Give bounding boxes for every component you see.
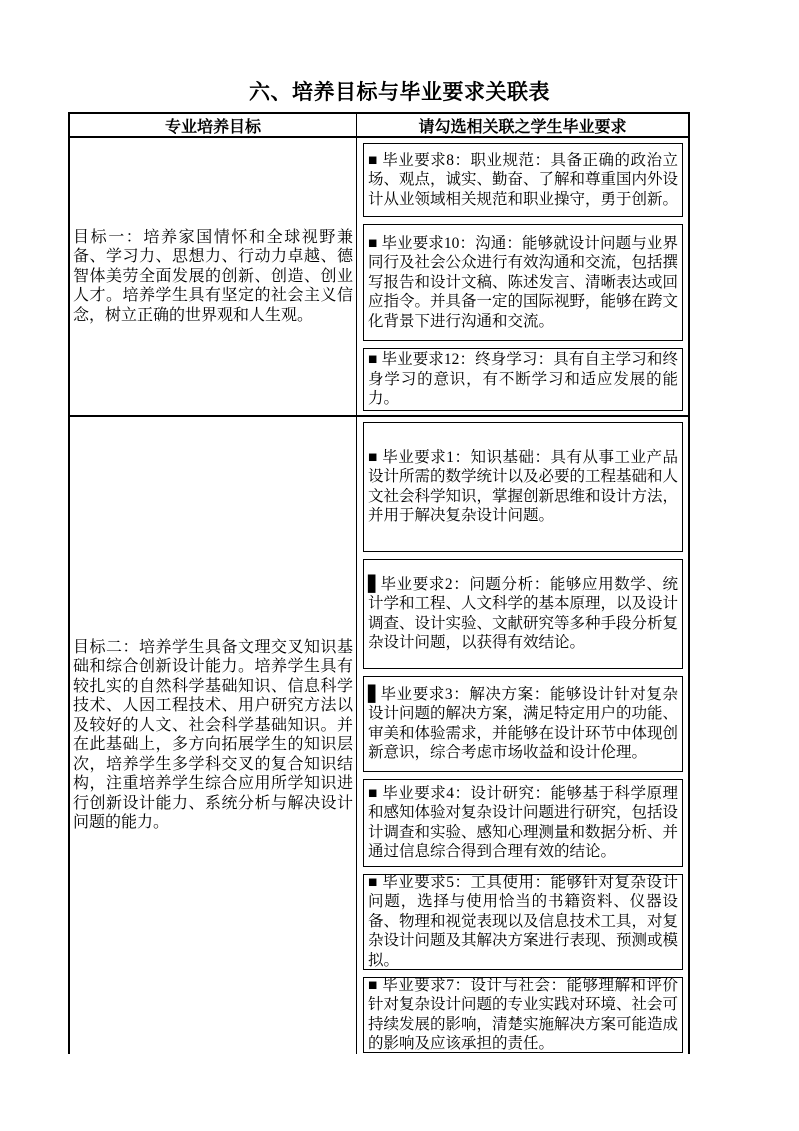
requirement-box-7 — [363, 977, 683, 1053]
table-row-objective-1 — [70, 138, 688, 417]
requirement-8 — [368, 151, 678, 210]
requirement-box-12 — [363, 348, 683, 411]
requirement-5 — [368, 873, 678, 971]
column-header-requirements: 请勾选相关联之学生毕业要求 — [418, 118, 627, 136]
checkbox-filled-icon: ■ — [368, 448, 383, 466]
checkbox-filled-icon: ■ — [368, 234, 382, 252]
requirement-8-text: 毕业要求8：职业规范：具备正确的政治立场、观点，诚实、勤奋、了解和尊重国内外设计从业领域相关规范和职业操守，勇于创新。 — [368, 151, 679, 208]
requirement-1-text: 毕业要求1：知识基础：具有从事工业产品设计所需的数学统计以及必要的工程基础和人文社会科学知识，掌握创新思维和设计方法，并用于解决复杂设计问题。 — [368, 448, 679, 524]
requirement-box-10 — [363, 224, 683, 341]
requirement-7 — [368, 976, 678, 1054]
requirement-4 — [368, 784, 678, 862]
page-title: 六、培养目标与毕业要求关联表 — [249, 80, 550, 104]
column-header-objectives: 专业培养目标 — [70, 114, 357, 136]
objective-2-text: 目标二：培养学生具备文理交叉知识基础和综合创新设计能力。培养学生具有较扎实的自然科学基础知识、信息科学技术、人因工程技术、用户研究方法以及较好的人文、社会科学基础知识。并在此基础上，多方向拓展学生的知识层次，培养学生多学科交叉的复合知识结构，注重培养学生综合应用所学知识进行创新设计能力、系统分析与解决设计问题的能力。 — [73, 638, 353, 831]
requirements-cell-1 — [357, 138, 688, 415]
requirement-12 — [368, 350, 678, 409]
checkbox-filled-icon: ▋ — [368, 685, 380, 703]
objective-cell-2 — [70, 417, 357, 1054]
requirement-7-text: 毕业要求7：设计与社会：能够理解和评价针对复杂设计问题的专业实践对环境、社会可持续发展的影响，清楚实施解决方案可能造成的影响及应该承担的责任。 — [368, 976, 679, 1052]
requirement-5-text: 毕业要求5：工具使用：能够针对复杂设计问题，选择与使用恰当的书籍资料、仪器设备、物理和视觉表现以及信息技术工具，对复杂设计问题及其解决方案进行表现、预测或模拟。 — [368, 873, 679, 969]
objective-cell-1 — [70, 138, 357, 415]
requirements-cell-2 — [357, 417, 688, 1054]
correlation-table — [68, 112, 690, 1054]
requirement-box-8 — [363, 143, 683, 217]
table-row-objective-2 — [70, 417, 688, 1054]
requirement-4-text: 毕业要求4：设计研究：能够基于科学原理和感知体验对复杂设计问题进行研究，包括设计调查和实验、感知心理测量和数据分析、并通过信息综合得到合理有效的结论。 — [368, 784, 679, 860]
requirement-3 — [368, 685, 678, 763]
checkbox-filled-icon: ■ — [368, 151, 383, 169]
requirement-box-3 — [363, 676, 683, 772]
checkbox-filled-icon: ▋ — [368, 575, 380, 593]
checkbox-filled-icon: ■ — [368, 784, 383, 802]
table-header-row — [70, 114, 688, 138]
checkbox-filled-icon: ■ — [368, 873, 383, 891]
requirement-10-text: 毕业要求10：沟通：能够就设计问题与业界同行及社会公众进行有效沟通和交流，包括撰写报告和设计文稿、陈述发言、清晰表达或回应指令。并具备一定的国际视野，能够在跨文化背景下进行沟通和交流。 — [368, 234, 679, 330]
requirement-box-4 — [363, 779, 683, 867]
requirement-1 — [368, 448, 678, 526]
requirement-box-5 — [363, 874, 683, 970]
requirement-3-text: 毕业要求3：解决方案：能够设计针对复杂设计问题的解决方案，满足特定用户的功能、审美和体验需求，并能够在设计环节中体现创新意识，综合考虑市场收益和设计伦理。 — [368, 685, 679, 761]
requirement-2 — [368, 575, 678, 653]
checkbox-filled-icon: ■ — [368, 976, 383, 994]
objective-1-text: 目标一：培养家国情怀和全球视野兼备、学习力、思想力、行动力卓越、德智体美劳全面发展的创新、创造、创业人才。培养学生具有坚定的社会主义信念，树立正确的世界观和人生观。 — [73, 228, 353, 324]
requirement-box-1 — [363, 422, 683, 552]
checkbox-filled-icon: ■ — [368, 351, 382, 368]
requirement-2-text: 毕业要求2：问题分析：能够应用数学、统计学和工程、人文科学的基本原理，以及设计调查、设计实验、文献研究等多种手段分析复杂设计问题，以获得有效结论。 — [368, 575, 679, 651]
requirement-10 — [368, 234, 678, 332]
requirement-12-text: 毕业要求12：终身学习：具有自主学习和终身学习的意识，有不断学习和适应发展的能力。 — [368, 351, 678, 407]
requirement-box-2 — [363, 559, 683, 669]
